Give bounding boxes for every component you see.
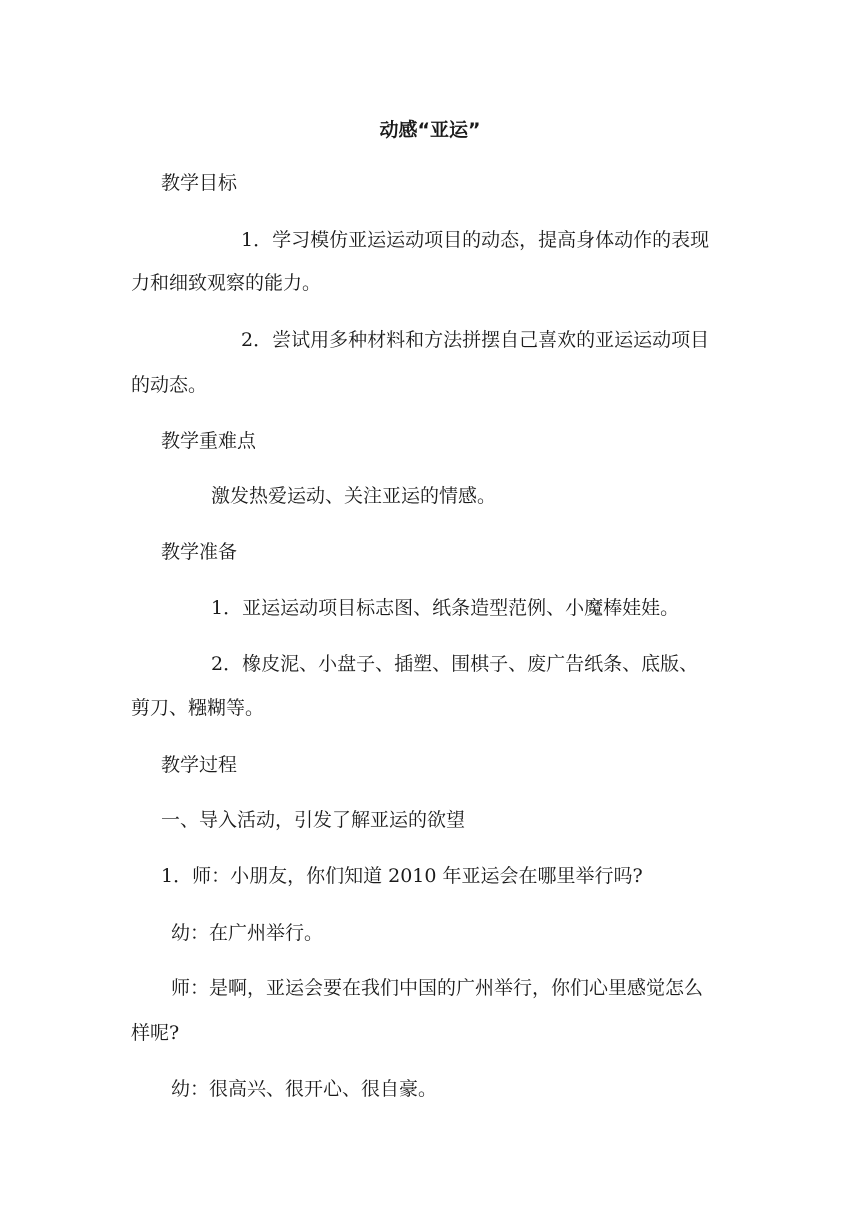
teacher-line-2-part-2: 样呢? bbox=[131, 1022, 180, 1044]
goal-2-line-2: 的动态。 bbox=[131, 374, 208, 396]
prep-item-1: 1．亚运运动项目标志图、纸条造型范例、小魔棒娃娃。 bbox=[211, 597, 680, 619]
goal-1-line-2: 力和细致观察的能力。 bbox=[131, 272, 322, 294]
child-answer-2: 幼：很高兴、很开心、很自豪。 bbox=[171, 1078, 438, 1100]
teacher-line-2-part-1: 师：是啊，亚运会要在我们中国的广州举行，你们心里感觉怎么 bbox=[171, 977, 704, 999]
goal-1-line-1: 1．学习模仿亚运运动项目的动态，提高身体动作的表现 bbox=[241, 229, 710, 251]
child-answer-1: 幼：在广州举行。 bbox=[171, 922, 324, 944]
step-1-teacher-question: 1．师：小朋友，你们知道 2010 年亚运会在哪里举行吗? bbox=[161, 865, 643, 887]
prep-item-2-line-2: 剪刀、糨糊等。 bbox=[131, 697, 265, 719]
document-title: 动感“亚运” bbox=[379, 119, 481, 141]
section-1-heading: 一、导入活动，引发了解亚运的欲望 bbox=[161, 809, 466, 831]
key-points-text: 激发热爱运动、关注亚运的情感。 bbox=[211, 485, 497, 507]
process-heading: 教学过程 bbox=[161, 754, 238, 776]
prep-item-2-line-1: 2．橡皮泥、小盘子、插塑、围棋子、废广告纸条、底版、 bbox=[211, 653, 699, 675]
key-points-heading: 教学重难点 bbox=[161, 430, 257, 452]
preparation-heading: 教学准备 bbox=[161, 541, 238, 563]
goal-2-line-1: 2．尝试用多种材料和方法拼摆自己喜欢的亚运运动项目 bbox=[241, 329, 710, 351]
goals-heading: 教学目标 bbox=[161, 172, 238, 194]
